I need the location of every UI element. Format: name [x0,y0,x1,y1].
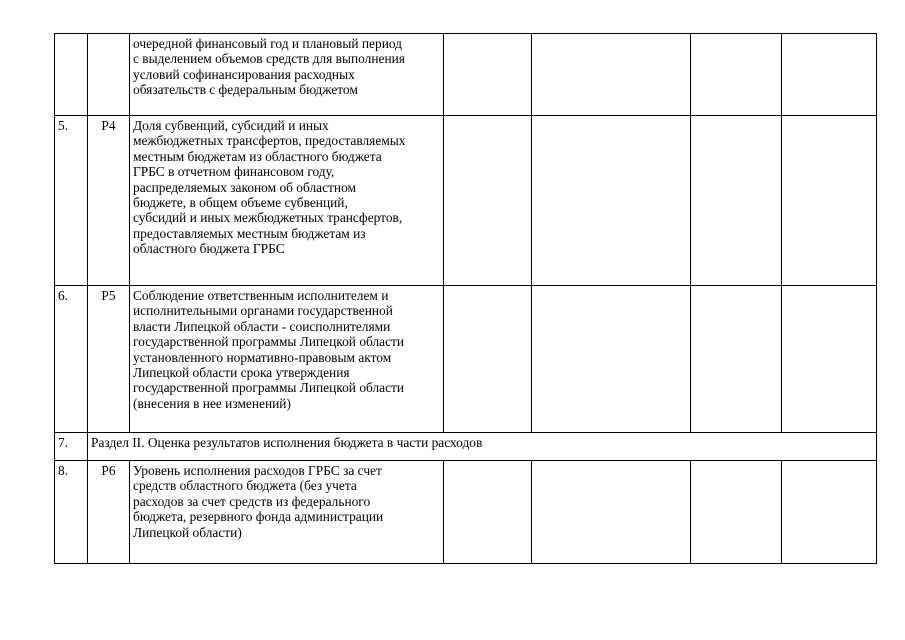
empty-cell [444,116,532,286]
section-row [55,433,877,461]
table-row [55,286,877,433]
empty-cell [691,286,782,433]
table-row [55,461,877,564]
empty-cell [444,286,532,433]
empty-cell [532,116,691,286]
row-number: 8. [55,461,88,564]
row-number [55,34,88,116]
row-number: 5. [55,116,88,286]
indicator-description: очередной финансовый год и плановый период с выделением объемов средств для выполнения условий софинансирования расходных обязательств с федеральным бюджетом [130,34,444,116]
row-number: 6. [55,286,88,433]
indicator-description: Доля субвенций, субсидий и иных межбюджетных трансфертов, предоставляемых местным бюджетам из областного бюджета ГРБС в отчетном финансовом году, распределяемых законом об областном бюджете, в общем объеме субвенций, субсидий и иных межбюджетных трансфертов, предоставляемых местным бюджетам из областного бюджета ГРБС [130,116,444,286]
empty-cell [691,34,782,116]
section-heading: Раздел II. Оценка результатов исполнения бюджета в части расходов [88,433,877,461]
table-row [55,116,877,286]
empty-cell [444,461,532,564]
row-number: 7. [55,433,88,461]
indicator-code: Р6 [88,461,130,564]
empty-cell [532,461,691,564]
empty-cell [691,116,782,286]
indicator-description: Соблюдение ответственным исполнителем и исполнительными органами государственной власти Липецкой области - соисполнителями государственной программы Липецкой области установленного нормативно-правовым актом Липецкой области срока утверждения государственной программы Липецкой области (внесения в нее изменений) [130,286,444,433]
empty-cell [782,461,877,564]
empty-cell [532,34,691,116]
empty-cell [782,34,877,116]
indicator-code: Р4 [88,116,130,286]
empty-cell [532,286,691,433]
table-row [55,34,877,116]
indicator-code: Р5 [88,286,130,433]
empty-cell [782,286,877,433]
empty-cell [691,461,782,564]
indicator-table [54,33,877,564]
indicator-description: Уровень исполнения расходов ГРБС за счет средств областного бюджета (без учета расходов за счет средств из федерального бюджета, резервного фонда администрации Липецкой области) [130,461,444,564]
empty-cell [782,116,877,286]
empty-cell [444,34,532,116]
indicator-code [88,34,130,116]
